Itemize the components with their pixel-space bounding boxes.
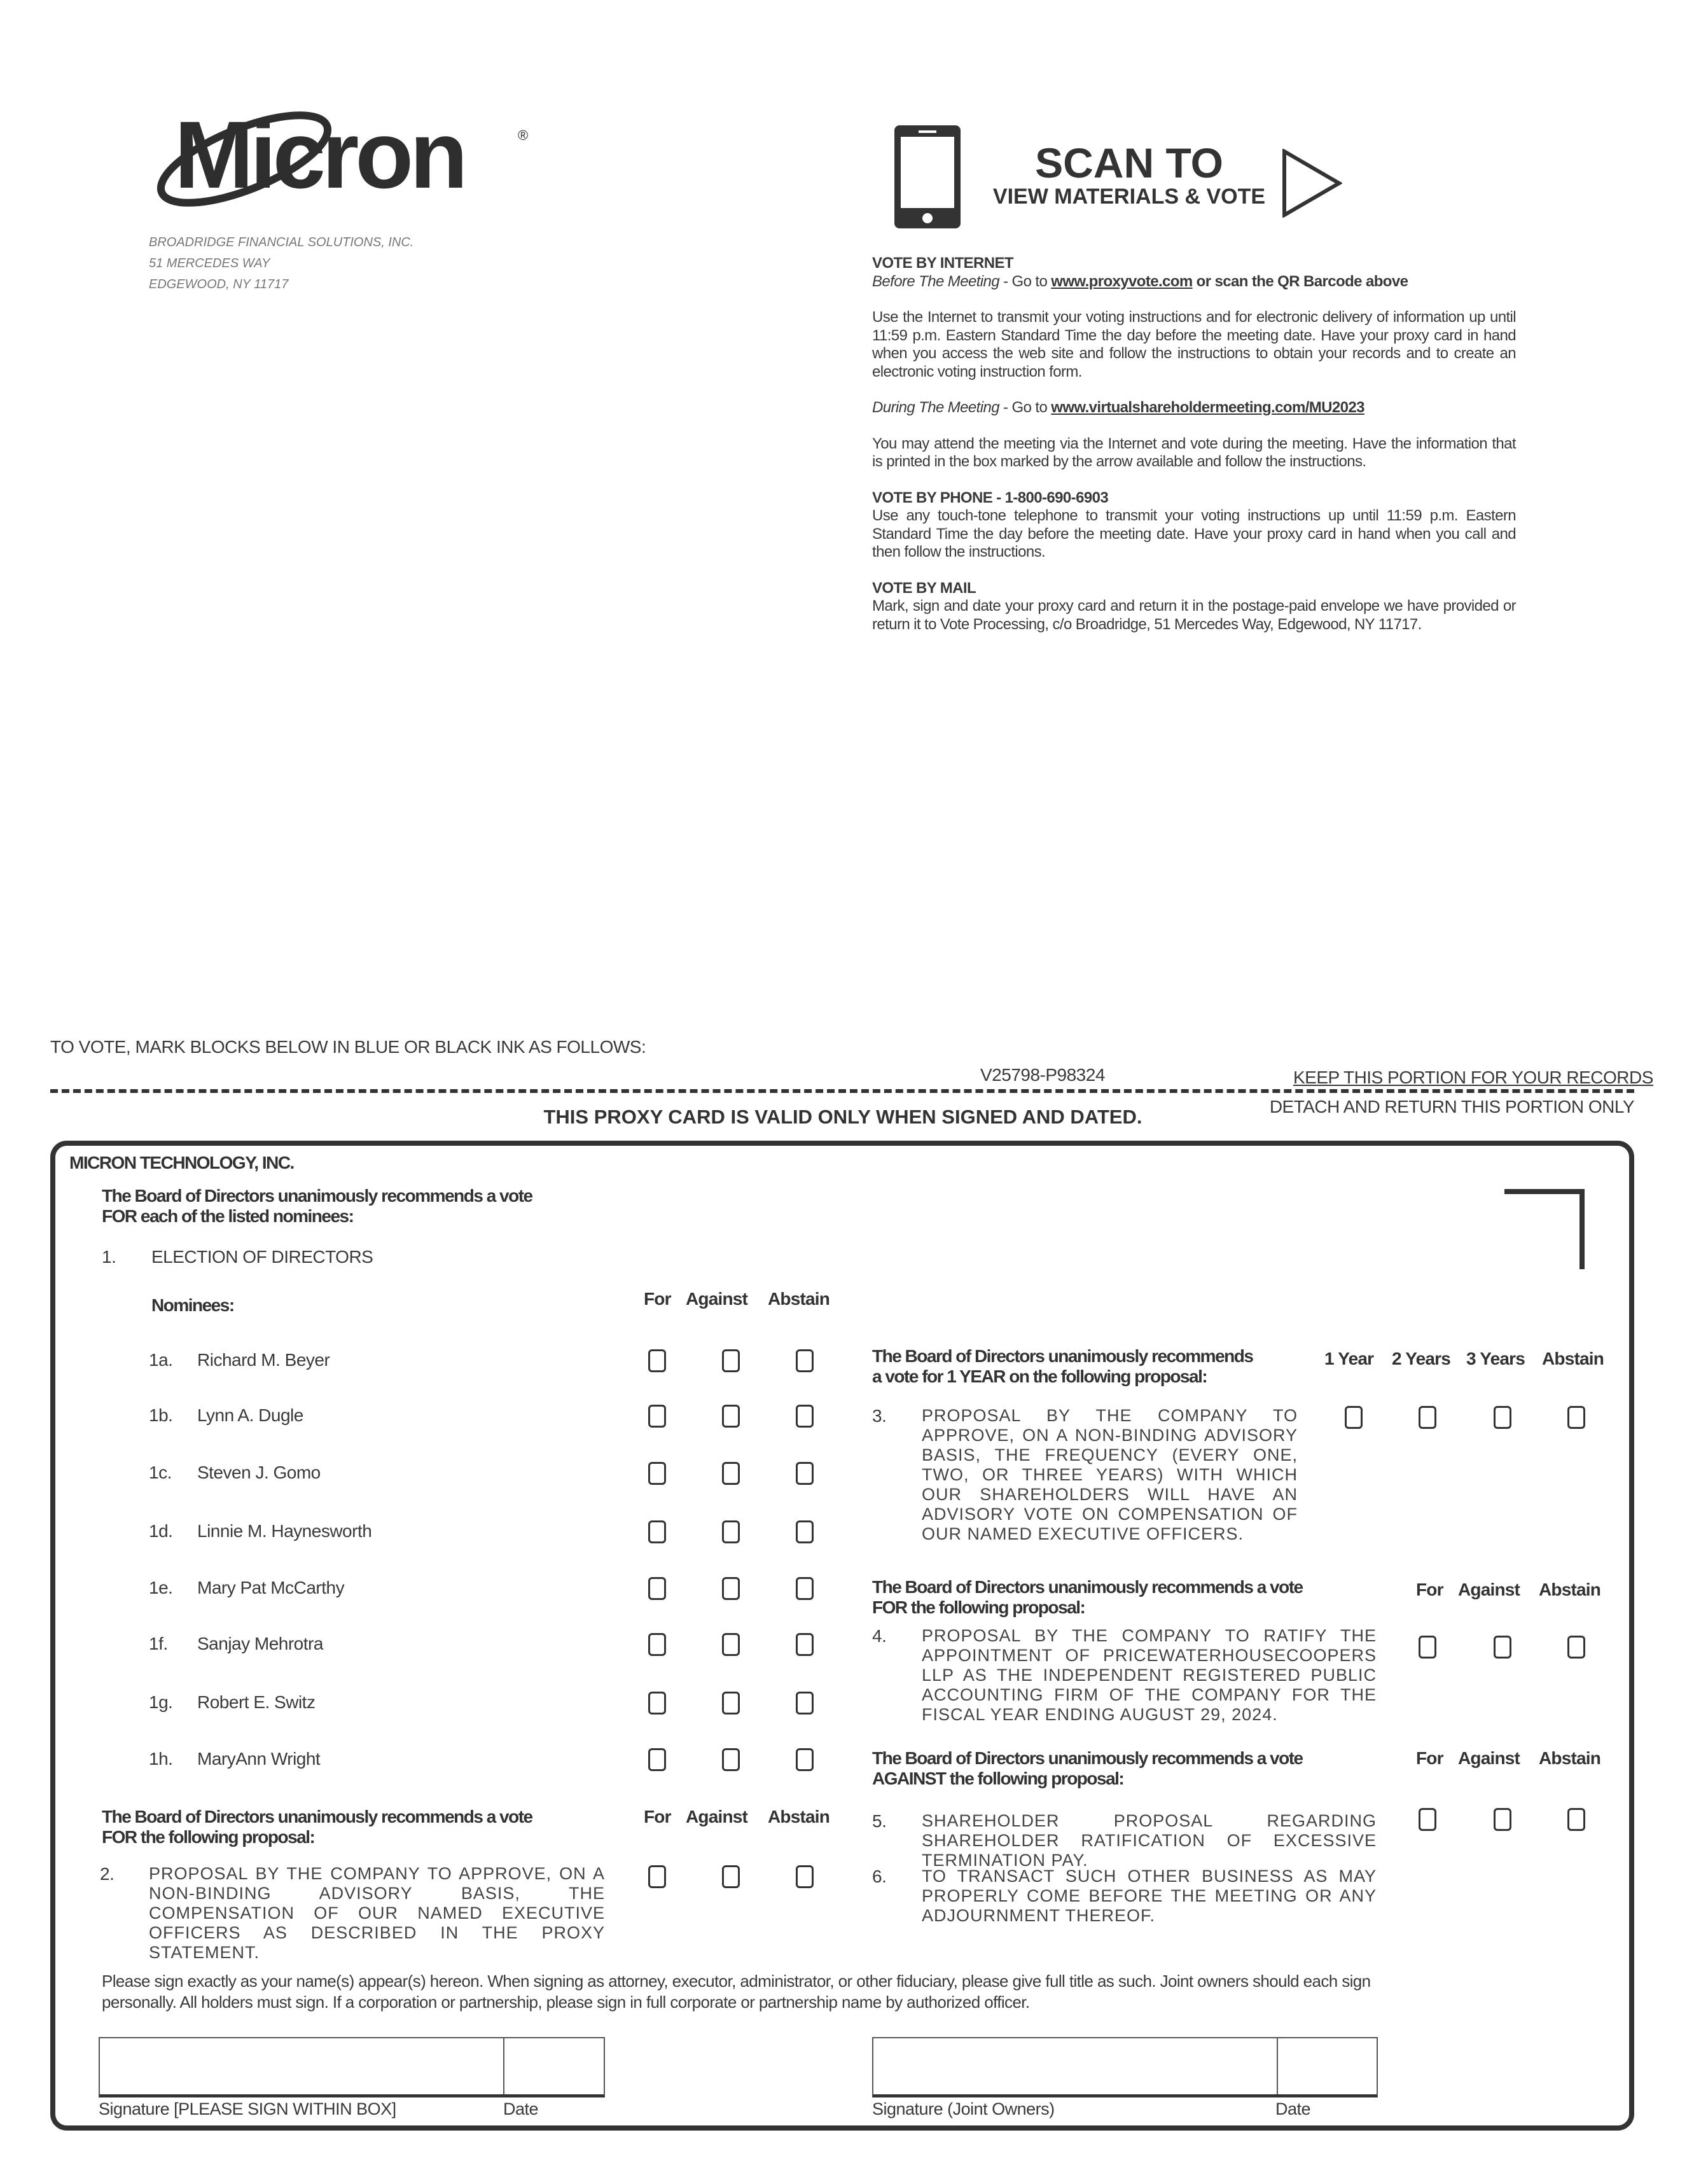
vote-instructions bbox=[872, 254, 1516, 651]
rec-line: The Board of Directors unanimously recommends a vote bbox=[102, 1807, 532, 1826]
nominee-name: Richard M. Beyer bbox=[197, 1350, 330, 1370]
svg-text:Micron: Micron bbox=[174, 102, 464, 208]
nominee-name: MaryAnn Wright bbox=[197, 1749, 321, 1769]
joint-signature-label: Signature (Joint Owners) bbox=[872, 2099, 1055, 2118]
before-meeting-label: Before The Meeting bbox=[872, 272, 999, 290]
nominee-id: 1h. bbox=[149, 1749, 173, 1769]
col-against: Against bbox=[1458, 1748, 1520, 1768]
joint-signature-box[interactable] bbox=[872, 2037, 1378, 2097]
nominee-against-checkbox[interactable] bbox=[722, 1633, 740, 1656]
control-code: V25798-P98324 bbox=[980, 1065, 1105, 1085]
nominee-id: 1d. bbox=[149, 1521, 173, 1541]
col-for: For bbox=[644, 1289, 671, 1309]
nominee-against-checkbox[interactable] bbox=[722, 1748, 740, 1771]
nominee-against-checkbox[interactable] bbox=[722, 1462, 740, 1485]
nominee-abstain-checkbox[interactable] bbox=[796, 1405, 814, 1428]
nominee-for-checkbox[interactable] bbox=[648, 1462, 666, 1485]
nominee-for-checkbox[interactable] bbox=[648, 1692, 666, 1715]
nominee-id: 1f. bbox=[149, 1634, 168, 1653]
nominee-name: Lynn A. Dugle bbox=[197, 1405, 303, 1425]
valid-notice: THIS PROXY CARD IS VALID ONLY WHEN SIGNED AND DATED. bbox=[543, 1106, 1142, 1128]
scan-to-text: SCAN TO bbox=[1035, 139, 1223, 186]
detach-dashed-line bbox=[50, 1089, 1634, 1093]
qr-note: or scan the QR Barcode above bbox=[1192, 272, 1408, 290]
p2-abstain-checkbox[interactable] bbox=[796, 1865, 814, 1888]
rec-line: a vote for 1 YEAR on the following proposal: bbox=[872, 1367, 1207, 1386]
nominee-name: Steven J. Gomo bbox=[197, 1463, 321, 1482]
nominee-abstain-checkbox[interactable] bbox=[796, 1349, 814, 1372]
col-3-years: 3 Years bbox=[1466, 1349, 1525, 1368]
proposal-6-text: TO TRANSACT SUCH OTHER BUSINESS AS MAY PROPERLY COME BEFORE THE MEETING OR ANY ADJOURNMENT THEREOF. bbox=[922, 1867, 1377, 1925]
nominee-for-checkbox[interactable] bbox=[648, 1633, 666, 1656]
micron-logo bbox=[149, 102, 531, 210]
nominee-abstain-checkbox[interactable] bbox=[796, 1633, 814, 1656]
proxyvote-link[interactable]: www.proxyvote.com bbox=[1051, 272, 1193, 290]
p3-number: 3. bbox=[872, 1406, 887, 1426]
nominee-name: Mary Pat McCarthy bbox=[197, 1578, 345, 1597]
p3-abstain-checkbox[interactable] bbox=[1567, 1406, 1585, 1429]
nominee-against-checkbox[interactable] bbox=[722, 1520, 740, 1543]
p2-for-checkbox[interactable] bbox=[648, 1865, 666, 1888]
p3-1-year-checkbox[interactable] bbox=[1345, 1406, 1363, 1429]
nominee-id: 1a. bbox=[149, 1350, 173, 1370]
nominee-for-checkbox[interactable] bbox=[648, 1405, 666, 1428]
rec-p2 bbox=[102, 1807, 532, 1847]
nominee-abstain-checkbox[interactable] bbox=[796, 1520, 814, 1543]
item1-label: ELECTION OF DIRECTORS bbox=[151, 1247, 373, 1267]
col-abstain: Abstain bbox=[1539, 1580, 1601, 1599]
goto-text: - Go to bbox=[999, 399, 1052, 416]
rec-line: The Board of Directors unanimously recommends a vote bbox=[872, 1577, 1303, 1597]
nominee-id: 1e. bbox=[149, 1578, 173, 1597]
nominee-against-checkbox[interactable] bbox=[722, 1577, 740, 1600]
detach-portion-label: DETACH AND RETURN THIS PORTION ONLY bbox=[1269, 1097, 1634, 1116]
vote-phone-title: VOTE BY PHONE - 1-800-690-6903 bbox=[872, 489, 1109, 506]
rec-line: AGAINST the following proposal: bbox=[872, 1769, 1124, 1788]
goto-text: - Go to bbox=[999, 272, 1052, 290]
col-for: For bbox=[1416, 1580, 1443, 1599]
rec-line: The Board of Directors unanimously recommends a vote bbox=[102, 1186, 532, 1206]
rec-line: The Board of Directors unanimously recommends bbox=[872, 1346, 1253, 1366]
p4-number: 4. bbox=[872, 1626, 887, 1646]
p5-for-checkbox[interactable] bbox=[1419, 1808, 1436, 1831]
internet-body: Use the Internet to transmit your voting instructions and for electronic delivery of information up until 11:59 p.m. Eastern Standard Time the day before the meeting date. Have your proxy card in hand when you access the web site and follow the instructions to obtain your records and to create an electronic voting instruction form. bbox=[872, 309, 1516, 380]
p4-for-checkbox[interactable] bbox=[1419, 1636, 1436, 1659]
attend-body: You may attend the meeting via the Internet and vote during the meeting. Have the information that is printed in the box marked by the arrow available and follow the instructions. bbox=[872, 435, 1516, 470]
nominee-for-checkbox[interactable] bbox=[648, 1748, 666, 1771]
p2-against-checkbox[interactable] bbox=[722, 1865, 740, 1888]
nominee-abstain-checkbox[interactable] bbox=[796, 1692, 814, 1715]
svg-text:®: ® bbox=[518, 127, 529, 143]
p6-number: 6. bbox=[872, 1867, 887, 1886]
vote-mail-title: VOTE BY MAIL bbox=[872, 579, 976, 597]
date-label: Date bbox=[503, 2099, 539, 2118]
mark-instructions: TO VOTE, MARK BLOCKS BELOW IN BLUE OR BLACK INK AS FOLLOWS: bbox=[50, 1037, 646, 1057]
col-abstain: Abstain bbox=[768, 1289, 830, 1309]
signature-label: Signature [PLEASE SIGN WITHIN BOX] bbox=[99, 2099, 396, 2118]
nominee-abstain-checkbox[interactable] bbox=[796, 1577, 814, 1600]
vote-internet-title: VOTE BY INTERNET bbox=[872, 254, 1013, 272]
col-1-year: 1 Year bbox=[1324, 1349, 1374, 1368]
nominee-id: 1c. bbox=[149, 1463, 172, 1482]
col-for: For bbox=[1416, 1748, 1443, 1768]
address-line: 51 MERCEDES WAY bbox=[149, 256, 270, 270]
rec-p4 bbox=[872, 1577, 1303, 1618]
nominee-against-checkbox[interactable] bbox=[722, 1349, 740, 1372]
rec-line: FOR each of the listed nominees: bbox=[102, 1206, 354, 1226]
item1-number: 1. bbox=[102, 1247, 116, 1267]
col-against: Against bbox=[686, 1289, 748, 1309]
nominee-name: Sanjay Mehrotra bbox=[197, 1634, 323, 1653]
p5-abstain-checkbox[interactable] bbox=[1567, 1808, 1585, 1831]
during-meeting-label: During The Meeting bbox=[872, 399, 999, 416]
proposal-5-text: SHAREHOLDER PROPOSAL REGARDING SHAREHOLDER RATIFICATION OF EXCESSIVE TERMINATION PAY. bbox=[922, 1811, 1377, 1870]
phone-body: Use any touch-tone telephone to transmit your voting instructions up until 11:59 p.m. Eastern Standard Time the day before the meeting date. Have your proxy card in hand when you call and then follow the instructions. bbox=[872, 507, 1516, 560]
nominee-for-checkbox[interactable] bbox=[648, 1577, 666, 1600]
date-label: Date bbox=[1275, 2099, 1311, 2118]
p3-3-years-checkbox[interactable] bbox=[1494, 1406, 1511, 1429]
phone-icon bbox=[894, 125, 961, 232]
return-address bbox=[149, 232, 413, 295]
nominee-against-checkbox[interactable] bbox=[722, 1692, 740, 1715]
address-line: BROADRIDGE FINANCIAL SOLUTIONS, INC. bbox=[149, 235, 414, 249]
p5-against-checkbox[interactable] bbox=[1494, 1808, 1511, 1831]
nominee-id: 1b. bbox=[149, 1405, 173, 1425]
nominee-name: Robert E. Switz bbox=[197, 1692, 316, 1712]
proposal-3-text: PROPOSAL BY THE COMPANY TO APPROVE, ON A NON-BINDING ADVISORY BASIS, THE FREQUENCY (EVERY ONE, TWO, OR THREE YEARS) WITH WHICH OUR SHAREHOLDERS WILL HAVE AN ADVISORY VOTE ON COMPENSATION OF OUR NAMED EXECUTIVE OFFICERS. bbox=[922, 1406, 1298, 1543]
p4-against-checkbox[interactable] bbox=[1494, 1636, 1511, 1659]
nominee-against-checkbox[interactable] bbox=[722, 1405, 740, 1428]
play-arrow-icon bbox=[1282, 149, 1342, 221]
proposal-4-text: PROPOSAL BY THE COMPANY TO RATIFY THE APPOINTMENT OF PRICEWATERHOUSECOOPERS LLP AS THE INDEPENDENT REGISTERED PUBLIC ACCOUNTING FIRM OF THE COMPANY FOR THE FISCAL YEAR ENDING AUGUST 29, 2024. bbox=[922, 1626, 1377, 1724]
p2-number: 2. bbox=[100, 1864, 115, 1884]
scan-heading bbox=[980, 141, 1279, 209]
col-against: Against bbox=[1458, 1580, 1520, 1599]
rec-nominees bbox=[102, 1186, 532, 1227]
nominee-abstain-checkbox[interactable] bbox=[796, 1748, 814, 1771]
col-2-years: 2 Years bbox=[1392, 1349, 1450, 1368]
col-against: Against bbox=[686, 1807, 748, 1826]
rec-line: The Board of Directors unanimously recommends a vote bbox=[872, 1748, 1303, 1768]
signature-box[interactable] bbox=[99, 2037, 605, 2097]
rec-p3 bbox=[872, 1346, 1253, 1387]
nominee-id: 1g. bbox=[149, 1692, 173, 1712]
p3-2-years-checkbox[interactable] bbox=[1419, 1406, 1436, 1429]
address-line: EDGEWOOD, NY 11717 bbox=[149, 277, 289, 291]
rec-line: FOR the following proposal: bbox=[102, 1827, 315, 1847]
nominees-label: Nominees: bbox=[151, 1295, 234, 1315]
col-abstain: Abstain bbox=[768, 1807, 830, 1826]
proposal-2-text: PROPOSAL BY THE COMPANY TO APPROVE, ON A NON-BINDING ADVISORY BASIS, THE COMPENSATION OF OUR NAMED EXECUTIVE OFFICERS AS DESCRIBED IN THE PROXY STATEMENT. bbox=[149, 1864, 605, 1962]
corner-mark bbox=[1504, 1189, 1585, 1269]
nominee-for-checkbox[interactable] bbox=[648, 1349, 666, 1372]
col-for: For bbox=[644, 1807, 671, 1826]
p5-number: 5. bbox=[872, 1811, 887, 1831]
rec-p5 bbox=[872, 1748, 1303, 1789]
col-abstain: Abstain bbox=[1539, 1748, 1601, 1768]
mail-body: Mark, sign and date your proxy card and return it in the postage-paid envelope we have provided or return it to Vote Processing, c/o Broadridge, 51 Mercedes Way, Edgewood, NY 11717. bbox=[872, 597, 1516, 633]
keep-portion-label: KEEP THIS PORTION FOR YOUR RECORDS bbox=[1293, 1068, 1653, 1087]
sign-instructions: Please sign exactly as your name(s) appear(s) hereon. When signing as attorney, executor, administrator, or other fiduciary, please give full title as such. Joint owners should each sign personally. All holders must sign. If a corporation or partnership, please sign in full corporate or partnership name by authorized officer. bbox=[102, 1972, 1371, 2012]
rec-line: FOR the following proposal: bbox=[872, 1597, 1085, 1617]
col-abstain: Abstain bbox=[1542, 1349, 1604, 1368]
p4-abstain-checkbox[interactable] bbox=[1567, 1636, 1585, 1659]
virtual-meeting-link[interactable]: www.virtualshareholdermeeting.com/MU2023 bbox=[1051, 399, 1364, 416]
nominee-abstain-checkbox[interactable] bbox=[796, 1462, 814, 1485]
company-name: MICRON TECHNOLOGY, INC. bbox=[69, 1153, 294, 1172]
view-materials-text: VIEW MATERIALS & VOTE bbox=[992, 184, 1266, 209]
nominee-name: Linnie M. Haynesworth bbox=[197, 1521, 372, 1541]
nominee-for-checkbox[interactable] bbox=[648, 1520, 666, 1543]
